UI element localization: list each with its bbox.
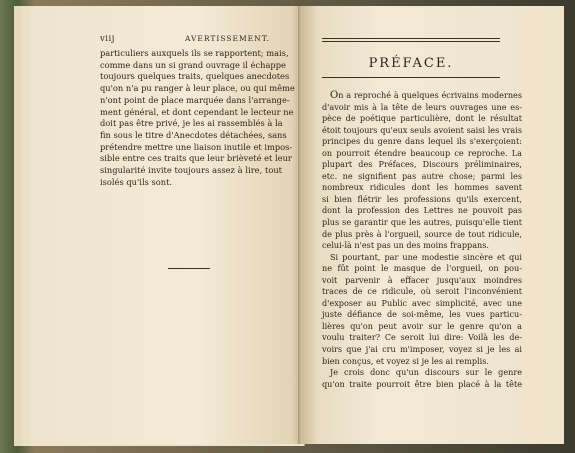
text-line: dont la profession des Lettres ne pouvoit pas (322, 205, 522, 216)
right-page (302, 6, 564, 444)
text-line: voirs que j'ai cru m'imposer, voyez si je les ai (322, 344, 522, 355)
text-line: nombreux ridicules dont les hommes savent (322, 182, 522, 193)
right-page-text (322, 90, 522, 390)
page-title: PRÉFACE. (368, 56, 454, 71)
text-line: n'ont point de place marquée dans l'arrange- (100, 94, 290, 105)
text-line: Si pourtant, par une modestie sincère et qui (330, 251, 522, 262)
text-line: d'avoir mis à la tête de leurs ouvrages une es- (322, 101, 522, 112)
text-line: prétendre mettre une liaison inutile et impos- (100, 141, 293, 152)
text-line: particuliers auxquels ils se rapportent; mais, (100, 48, 289, 58)
text-line: on pourroit étendre beaucoup ce reproche. La (322, 147, 522, 158)
text-line: de plus près à l'orgueil, source de tout ridicule, (322, 228, 522, 239)
text-line: pèce de poétique particulière, dont le résultat (322, 113, 522, 124)
text-line: principes du genre dans lequel ils s'exerçoient: (322, 136, 522, 147)
text-line: ment général, et dont cependant le lecteur ne (100, 106, 294, 117)
text-line: d'exposer au Public avec simplicité, avec une (322, 297, 522, 308)
text-line: sible entre ces traits que leur brièveté et leur (100, 153, 292, 164)
text-line: isolés qu'ils sont. (100, 176, 173, 187)
text-line: plus se garantir que les autres, puisqu'elle tient (322, 217, 522, 228)
text-line: bien conçus, et voyez si je les ai remplis. (322, 355, 489, 366)
text-line: traces de ce ridicule, où seroit l'inconvénient (322, 286, 522, 297)
text-line: plupart des Préfaces, Discours préliminaires, (322, 159, 522, 170)
text-line: voulu traiter? Ce seroit lui dire: Voilà les de- (322, 332, 522, 343)
running-title: AVERTISSEMENT. (184, 34, 270, 43)
text-line: si bien flétrir les professions qu'ils exercent, (322, 193, 522, 204)
text-line: Je crois donc qu'un discours sur le genre (330, 367, 522, 378)
page-number: viij (100, 34, 115, 44)
text-line: celui-là n'est pas un des moins frappans. (322, 240, 489, 251)
text-line: fin sous le titre d'Anecdotes détachées, sans (100, 129, 287, 140)
text-line: voit parvenir à effacer jusqu'aux moindres (322, 274, 522, 285)
left-page-text (100, 48, 295, 188)
title-double-rule (322, 38, 500, 42)
text-line: comme dans un si grand ouvrage il échappe (100, 59, 286, 70)
text-line: qu'on traite pourroit être bien placé à la tête (322, 378, 522, 389)
end-rule (168, 268, 210, 269)
text-line: juste défiance de soi-même, les vues particu- (322, 309, 522, 320)
text-line: etc. ne signifient pas autre chose; parmi les (322, 170, 522, 181)
running-head (100, 34, 282, 44)
text-line: doit pas être privé, je les ai rassemblés à la (100, 118, 283, 129)
left-page (40, 6, 302, 444)
text-line: qu'on n'a pu ranger à leur place, ou qui même (100, 83, 295, 94)
text-line: lières qu'on peut avoir sur le genre qu'on a (322, 320, 522, 331)
text-line: ne fût point le masque de l'orgueil, on pou- (322, 263, 522, 274)
text-line: singularité invite toujours assez à lire, tout (100, 165, 282, 176)
text-line: On a reproché à quelques écrivains modernes (330, 90, 522, 101)
text-line: étoit toujours qu'eux seuls avoient saisi les vrais (322, 124, 522, 135)
title-rule (322, 77, 500, 78)
text-line: toujours quelques traits, quelques anecdotes (100, 71, 290, 82)
